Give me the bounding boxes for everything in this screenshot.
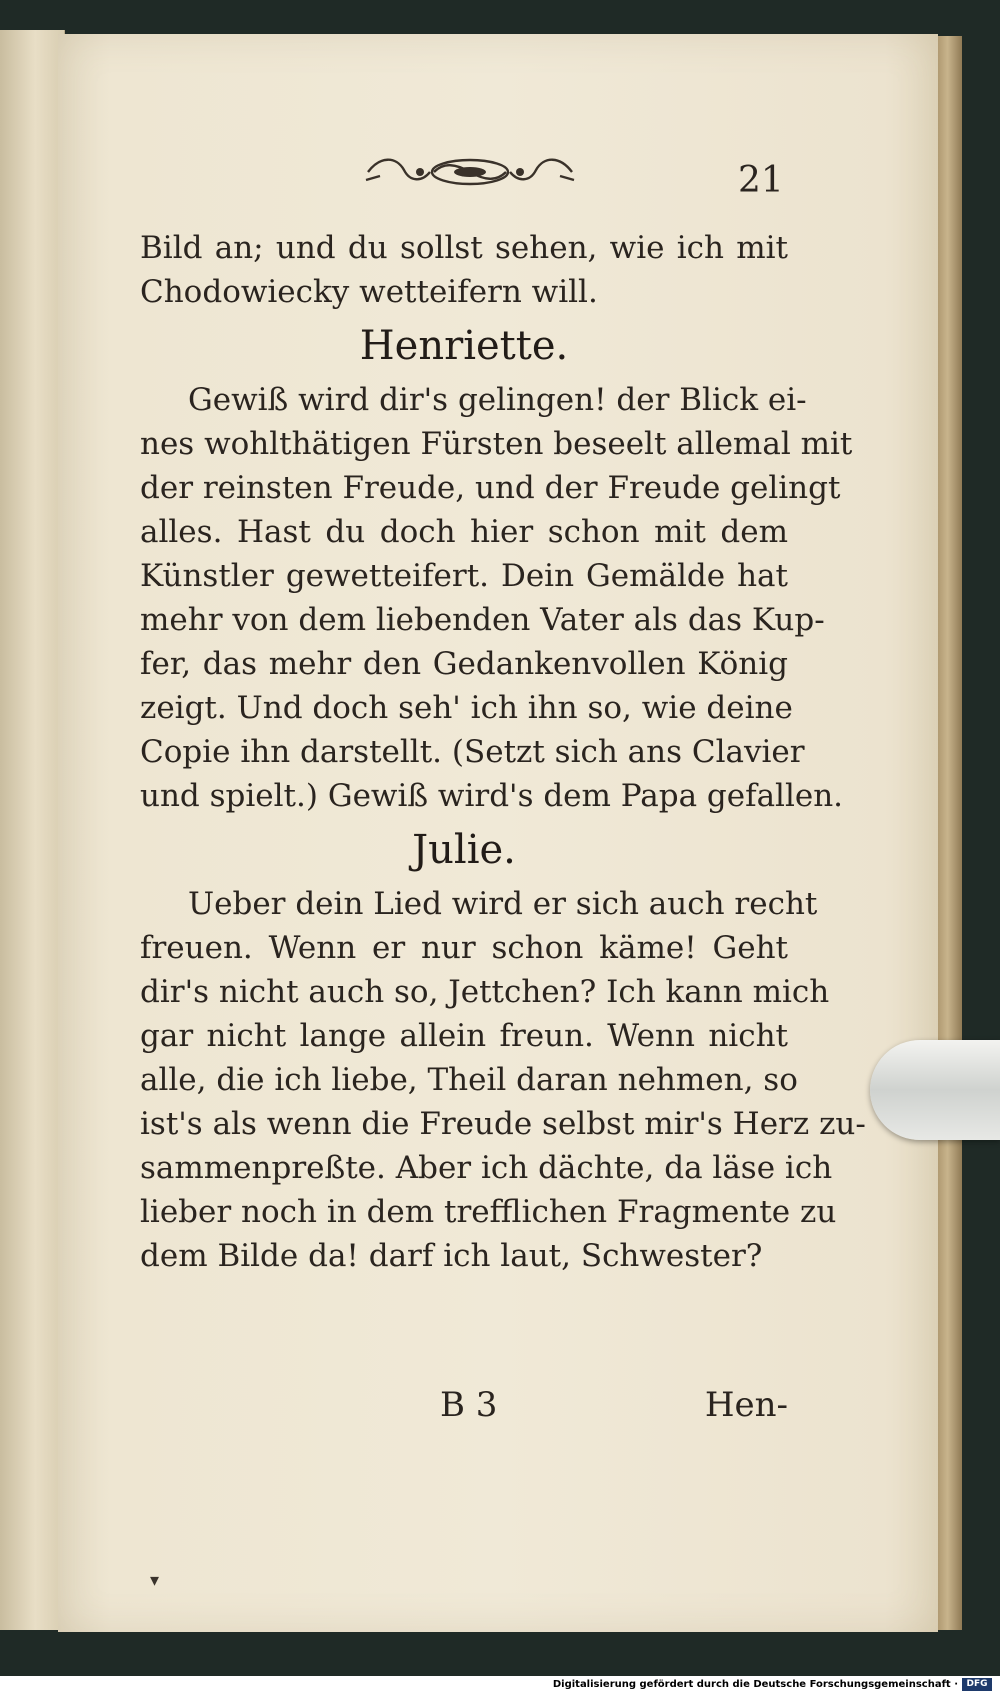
text-line: Ueber dein Lied wird er sich auch recht [188,886,818,922]
text-line: der reinsten Freude, und der Freude gelingt [140,470,841,506]
text-line: Künstler gewetteifert. Dein Gemälde hat [140,558,788,594]
text-line: Copie ihn darstellt. (Setzt sich ans Clavier [140,734,805,770]
text-line: Gewiß wird dir's gelingen! der Blick ei- [188,382,807,418]
credit-text: Digitalisierung gefördert durch die Deutsche Forschungsgemeinschaft · [552,1679,958,1690]
ornament-vignette [360,150,580,194]
body-text [140,226,866,1278]
text-line: zeigt. Und doch seh' ich ihn so, wie deine [140,690,793,726]
catchword: Hen- [704,1385,788,1425]
previous-page-edge [0,30,65,1630]
text-line: Chodowiecky wetteifern will. [140,274,598,310]
text-line: alle, die ich liebe, Theil daran nehmen, so [140,1062,798,1098]
page-footer [140,1385,788,1429]
text-line: ist's als wenn die Freude selbst mir's Herz zu- [140,1106,866,1142]
text-line: gar nicht lange allein freun. Wenn nicht [140,1018,788,1054]
margin-mark: ▾ [150,1570,160,1591]
text-line: und spielt.) Gewiß wird's dem Papa gefallen. [140,778,844,814]
text-line: sammenpreßte. Aber ich dächte, da läse ich [140,1150,833,1186]
speaker-heading: Julie. [412,827,516,873]
text-line: alles. Hast du doch hier schon mit dem [140,514,788,550]
text-line: fer, das mehr den Gedankenvollen König [140,646,788,682]
speaker-heading: Henriette. [359,323,569,369]
printer-signature: B 3 [440,1385,498,1425]
page-number: 21 [738,160,784,201]
text-line: mehr von dem liebenden Vater als das Kup- [140,602,825,638]
text-line: freuen. Wenn er nur schon käme! Geht [140,930,788,966]
page-stack-edge [938,36,962,1630]
text-line: lieber noch in dem trefflichen Fragmente zu [140,1194,837,1230]
dfg-logo: DFG [962,1678,992,1691]
text-line: nes wohlthätigen Fürsten beseelt allemal mit [140,426,853,462]
text-line: dir's nicht auch so, Jettchen? Ich kann mich [140,974,830,1010]
text-line: dem Bilde da! darf ich laut, Schwester? [140,1238,763,1274]
text-line: Bild an; und du sollst sehen, wie ich mit [140,230,788,266]
page-tab-marker [870,1040,1000,1140]
credit-bar [0,1676,1000,1693]
